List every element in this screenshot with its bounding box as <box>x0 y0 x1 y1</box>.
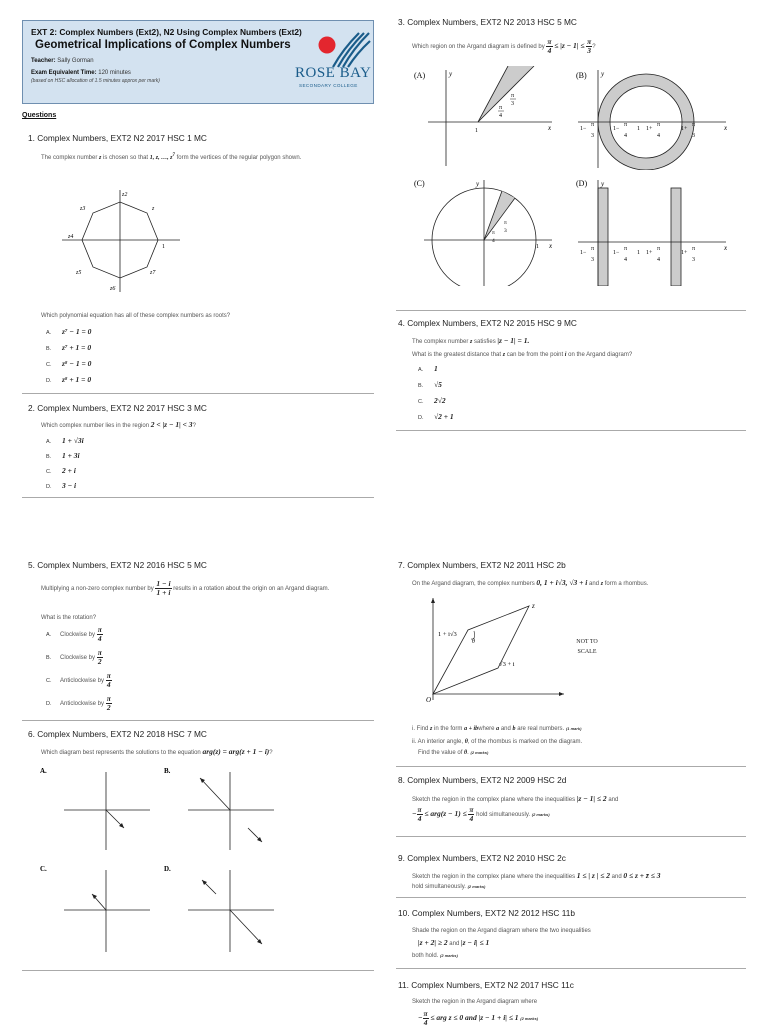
q3-diagram-d[interactable] <box>574 176 734 286</box>
q3-diagram-a[interactable] <box>412 66 562 170</box>
q6-stem: Which diagram best represents the solutions to the equation arg(z) = arg(z + 1 − i)? <box>41 747 273 756</box>
q4-stem: The complex number z satisfies |z − 1| = 1. <box>412 336 530 345</box>
divider <box>396 310 746 311</box>
q3-diagram-b[interactable] <box>574 66 734 170</box>
q8-stem-2: − $\frac{\pi}{4}$ ≤ arg(z − 1) ≤ $\frac{\pi}{4}$ hold simultaneously. (2 marks) <box>412 805 550 823</box>
q1-title: 1. Complex Numbers, EXT2 N2 2017 HSC 1 MC <box>28 133 207 143</box>
q6-diagram-b[interactable] <box>160 764 290 852</box>
svg-text:π: π <box>692 122 696 128</box>
q8-title: 8. Complex Numbers, EXT2 N2 2009 HSC 2d <box>398 775 567 785</box>
svg-text:4: 4 <box>624 133 627 139</box>
svg-text:3: 3 <box>692 257 695 263</box>
svg-text:1 + i√3: 1 + i√3 <box>438 631 457 638</box>
q5-question: What is the rotation? <box>41 615 97 621</box>
q1-label-z2: z2 <box>122 192 128 198</box>
divider <box>396 766 746 767</box>
q6-diagram-d[interactable] <box>160 862 290 954</box>
svg-text:π: π <box>492 230 495 236</box>
q5-option-b[interactable]: B. Clockwise by $\frac{\pi}{2}$ <box>46 648 102 666</box>
svg-text:y: y <box>449 70 453 78</box>
svg-text:1−: 1− <box>580 126 587 132</box>
school-subtitle: SECONDARY COLLEGE <box>299 83 358 88</box>
q2-option-d[interactable]: D. 3 − i <box>46 481 77 490</box>
q2-option-c[interactable]: C. 2 + i <box>46 466 76 475</box>
q5-stem: Multiplying a non-zero complex number by $\frac{1 - i}{1 + i}$ results in a rotation about the origin on an Argand diagram. <box>41 579 330 597</box>
q7-part-i: i. Find z in the form a + ibwhere a and b are real numbers. (1 mark) <box>412 726 582 732</box>
questions-heading: Questions <box>22 112 57 119</box>
svg-text:π: π <box>591 122 595 128</box>
svg-text:θ: θ <box>472 639 475 645</box>
q10-inequalities: |z + 2| ≥ 2 and |z − i| ≤ 1 <box>418 938 490 947</box>
q1-option-b[interactable]: B. z⁷ + 1 = 0 <box>46 343 92 352</box>
q1-label-z5: z5 <box>76 270 82 276</box>
worksheet-header <box>22 20 374 104</box>
q7-rhombus-diagram <box>418 596 568 708</box>
svg-text:1−: 1− <box>580 250 587 256</box>
svg-text:π: π <box>657 122 661 128</box>
divider <box>396 897 746 898</box>
svg-text:4: 4 <box>492 238 495 244</box>
svg-text:3: 3 <box>692 133 695 139</box>
q4-option-a[interactable]: A. 1 <box>418 364 438 373</box>
q1-label-1: 1 <box>162 244 165 250</box>
q2-option-b[interactable]: B. 1 + 3i <box>46 451 80 460</box>
q4-option-b[interactable]: B. √5 <box>418 380 442 389</box>
teacher-line: Teacher: Sally Gorman <box>31 58 94 64</box>
svg-text:3: 3 <box>511 101 514 107</box>
q1-label-z4: z4 <box>68 234 74 240</box>
divider <box>22 497 374 498</box>
svg-text:√3 + i: √3 + i <box>499 661 515 668</box>
svg-text:z: z <box>532 602 535 610</box>
svg-text:4: 4 <box>657 133 660 139</box>
q1-octagon-diagram <box>58 186 186 294</box>
q7-part-ii-find: Find the value of θ. (2 marks) <box>418 750 489 756</box>
q1-stem: The complex number z is chosen so that 1, z, …, $z^7$ form the vertices of the regular polygon shown. <box>41 153 302 161</box>
svg-text:1: 1 <box>475 128 478 134</box>
worksheet-title: Geometrical Implications of Complex Numbers <box>35 39 291 51</box>
q1-question: Which polynomial equation has all of these complex numbers as roots? <box>41 313 231 319</box>
svg-text:y: y <box>601 180 605 188</box>
svg-text:π: π <box>624 122 628 128</box>
course-title: EXT 2: Complex Numbers (Ext2), N2 Using Complex Numbers (Ext2) <box>31 27 302 37</box>
svg-text:y: y <box>476 180 480 188</box>
q6-diagram-a[interactable] <box>36 764 166 852</box>
q1-label-z3: z3 <box>80 206 86 212</box>
q1-label-z: z <box>152 206 155 212</box>
svg-text:3: 3 <box>591 257 594 263</box>
q10-title: 10. Complex Numbers, EXT2 N2 2012 HSC 11b <box>398 908 575 918</box>
q1-option-a[interactable]: A. z⁷ − 1 = 0 <box>46 327 92 336</box>
divider <box>396 430 746 431</box>
q4-title: 4. Complex Numbers, EXT2 N2 2015 HSC 9 MC <box>398 318 577 328</box>
q9-stem: Sketch the region in the complex plane where the inequalities 1 ≤ | z | ≤ 2 and 0 ≤ z + z̄ ≤ 3 <box>412 871 661 880</box>
svg-text:x: x <box>724 124 728 132</box>
svg-text:D.: D. <box>164 865 171 873</box>
q11-inequality: − $\frac{\pi}{4}$ ≤ arg z ≤ 0 and |z − 1 + i| ≤ 1 (2 marks) <box>418 1009 539 1027</box>
q6-diagram-c[interactable] <box>36 862 166 954</box>
divider <box>22 970 374 971</box>
svg-text:y: y <box>601 70 605 78</box>
svg-text:4: 4 <box>624 257 627 263</box>
q4-option-c[interactable]: C. 2√2 <box>418 396 446 405</box>
svg-text:1+: 1+ <box>681 250 688 256</box>
svg-text:π: π <box>511 93 515 99</box>
q4-option-d[interactable]: D. √2 + 1 <box>418 412 454 421</box>
svg-text:3: 3 <box>591 133 594 139</box>
q1-option-d[interactable]: D. z⁸ + 1 = 0 <box>46 375 92 384</box>
q9-title: 9. Complex Numbers, EXT2 N2 2010 HSC 2c <box>398 853 566 863</box>
svg-text:O: O <box>426 696 432 704</box>
divider <box>396 968 746 969</box>
q3-panel-a-label: (A) <box>414 71 426 80</box>
svg-text:1−: 1− <box>613 126 620 132</box>
q5-option-d[interactable]: D. Anticlockwise by $\frac{\pi}{2}$ <box>46 694 111 712</box>
svg-text:π: π <box>499 105 503 111</box>
q4-question: What is the greatest distance that z can be from the point i on the Argand diagram? <box>412 352 633 358</box>
svg-text:π: π <box>624 246 628 252</box>
time-note: (based on HSC allocation of 1.5 minutes approx per mark) <box>31 78 160 84</box>
q5-title: 5. Complex Numbers, EXT2 N2 2016 HSC 5 MC <box>28 560 207 570</box>
q11-stem: Sketch the region in the Argand diagram where <box>412 999 538 1005</box>
q2-title: 2. Complex Numbers, EXT2 N2 2017 HSC 3 MC <box>28 403 207 413</box>
q3-title: 3. Complex Numbers, EXT2 N2 2013 HSC 5 MC <box>398 17 577 27</box>
svg-text:1: 1 <box>637 126 640 132</box>
q7-title: 7. Complex Numbers, EXT2 N2 2011 HSC 2b <box>398 560 566 570</box>
q10-stem: Shade the region on the Argand diagram where the two inequalities <box>412 928 591 934</box>
q1-option-c[interactable]: C. z⁸ − 1 = 0 <box>46 359 92 368</box>
divider <box>22 720 374 721</box>
q6-title: 6. Complex Numbers, EXT2 N2 2018 HSC 7 MC <box>28 729 207 739</box>
q8-stem: Sketch the region in the complex plane where the inequalities |z − 1| ≤ 2 and <box>412 794 619 803</box>
school-name: ROSE BAY <box>295 65 372 81</box>
svg-text:3: 3 <box>504 228 507 234</box>
q3-stem: Which region on the Argand diagram is defined by $\frac{\pi}{4}$ ≤ |z − 1| ≤ $\frac{\pi}{3}$ ? <box>412 37 596 55</box>
svg-text:1+: 1+ <box>646 126 653 132</box>
q7-part-ii: ii. An interior angle, θ, of the rhombus is marked on the diagram. <box>412 739 583 745</box>
q3-diagram-c[interactable] <box>412 176 562 286</box>
svg-text:x: x <box>548 124 552 132</box>
svg-text:1: 1 <box>637 250 640 256</box>
svg-text:C.: C. <box>40 865 47 873</box>
q3-panel-b-label: (B) <box>576 71 587 80</box>
svg-text:π: π <box>504 220 507 226</box>
svg-text:4: 4 <box>499 113 502 119</box>
q9-stem-2: hold simultaneously. (2 marks) <box>412 884 486 890</box>
q1-label-z7: z7 <box>150 270 156 276</box>
svg-text:1+: 1+ <box>681 126 688 132</box>
q7-stem: On the Argand diagram, the complex numbers 0, 1 + i√3, √3 + i and z form a rhombus. <box>412 578 649 587</box>
svg-text:4: 4 <box>657 257 660 263</box>
q3-panel-c-label: (C) <box>414 179 425 188</box>
svg-text:x: x <box>549 242 553 250</box>
q1-label-z6: z6 <box>110 286 116 292</box>
svg-text:π: π <box>657 246 661 252</box>
q7-not-to-scale: NOT TO SCALE <box>576 639 598 655</box>
q5-option-a[interactable]: A. Clockwise by $\frac{\pi}{4}$ <box>46 625 102 643</box>
svg-text:A.: A. <box>40 767 47 775</box>
svg-text:π: π <box>692 246 696 252</box>
svg-text:1: 1 <box>536 244 539 250</box>
divider <box>396 836 746 837</box>
svg-text:1+: 1+ <box>646 250 653 256</box>
q5-option-c[interactable]: C. Anticlockwise by $\frac{\pi}{4}$ <box>46 671 111 689</box>
q2-option-a[interactable]: A. 1 + √3i <box>46 436 84 445</box>
time-line: Exam Equivalent Time: 120 minutes <box>31 70 131 76</box>
svg-text:1−: 1− <box>613 250 620 256</box>
school-logo-icon <box>313 29 371 69</box>
divider <box>22 393 374 394</box>
q11-title: 11. Complex Numbers, EXT2 N2 2017 HSC 11c <box>398 980 574 990</box>
q2-stem: Which complex number lies in the region 2 < |z − 1| < 3? <box>41 420 196 429</box>
q3-panel-d-label: (D) <box>576 179 588 188</box>
q10-stem-2: both hold. (2 marks) <box>412 953 458 959</box>
svg-text:π: π <box>591 246 595 252</box>
svg-text:B.: B. <box>164 767 171 775</box>
svg-text:x: x <box>724 244 728 252</box>
